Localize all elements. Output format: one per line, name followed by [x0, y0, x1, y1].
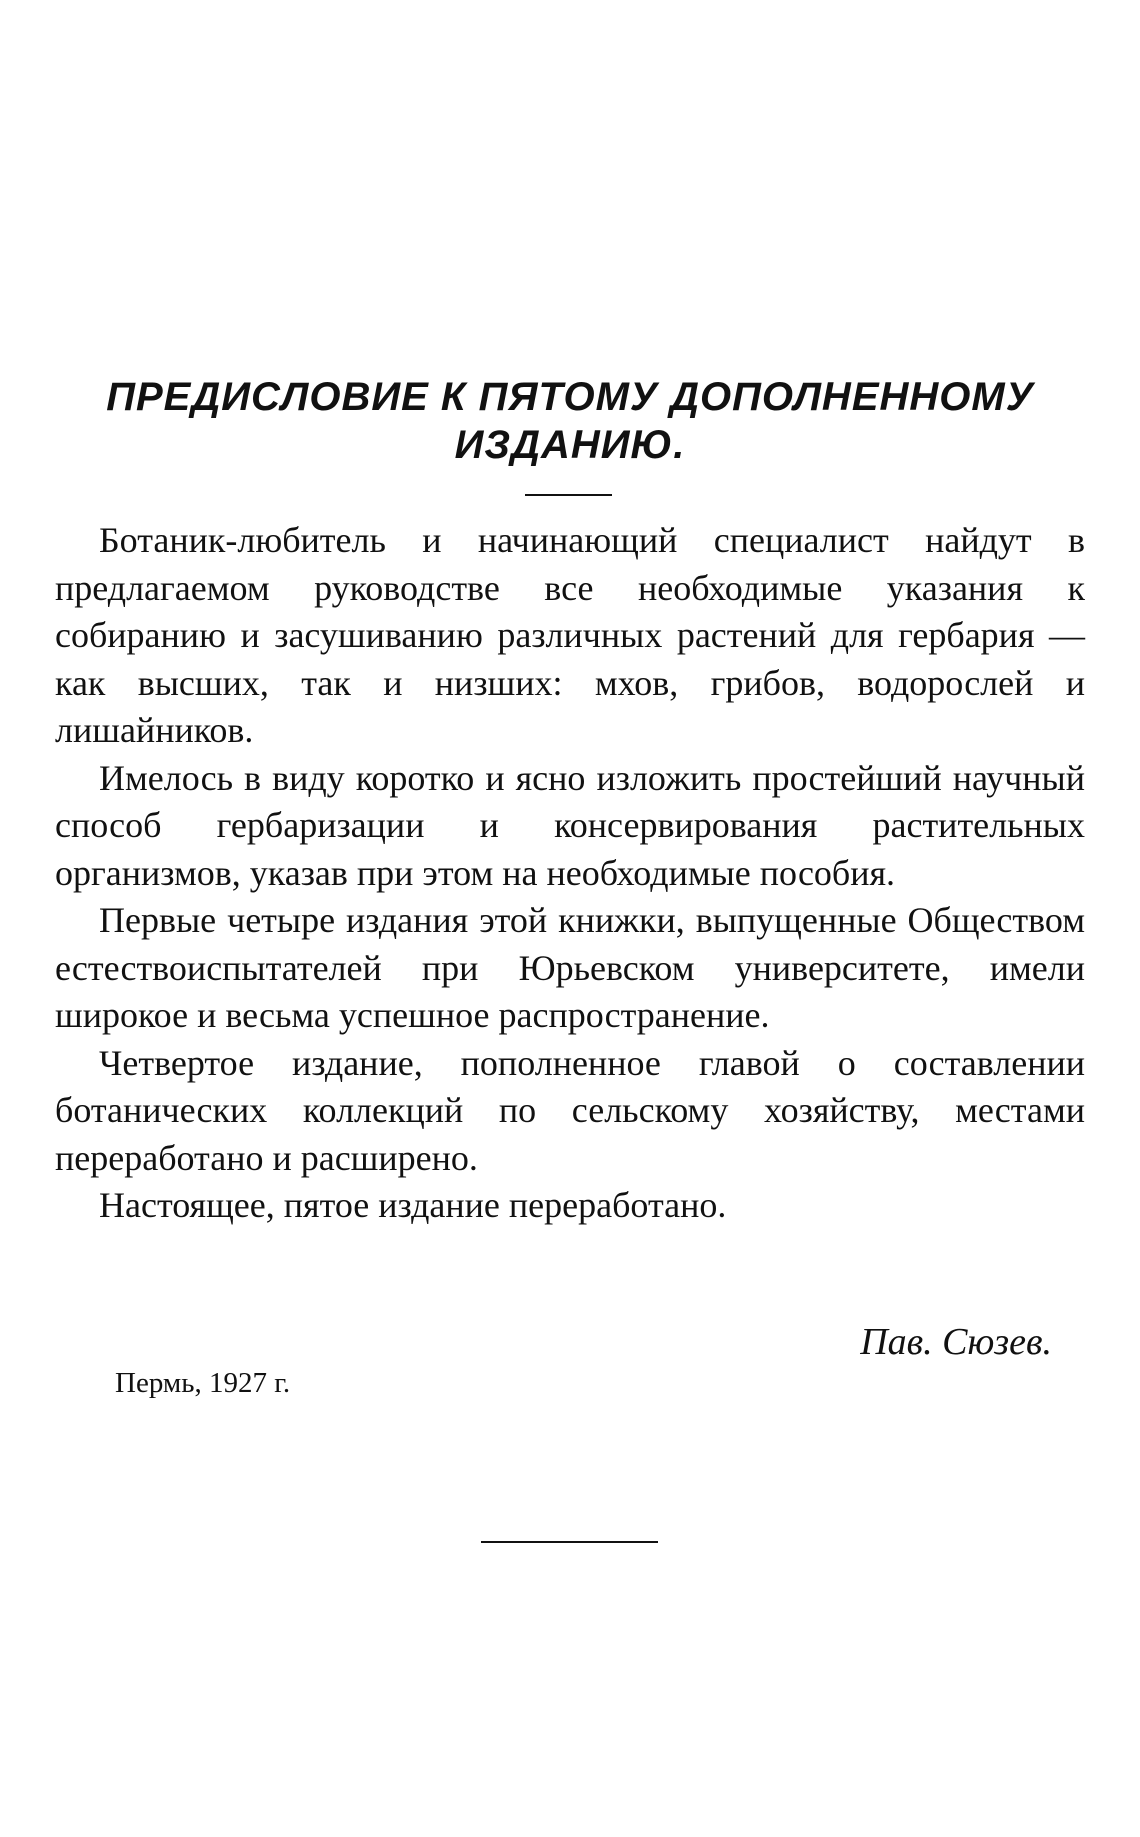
paragraph-5: Настоящее, пятое издание переработано.: [99, 1185, 727, 1225]
preface-body: [55, 517, 1085, 1230]
paragraph-4: Четвертое издание, пополненное главой о составлении ботанических коллекций по сельскому хозяйству, местами переработано и расширено.: [55, 1042, 1085, 1178]
place-and-date: Пермь, 1927 г.: [115, 1367, 291, 1399]
paragraph-1: Ботаник-любитель и начинающий специалист найдут в предлагаемом руководстве все необходимые указания к собиранию и засушиванию различных растений для гербария — как высших, так и низших: мхов, грибов, водорослей и лишайников.: [55, 520, 1085, 750]
preface-title-line-2: ИЗДАНИЮ.: [454, 423, 686, 467]
author-signature: Пав. Сюзев.: [860, 1321, 1052, 1363]
paragraph-2: Имелось в виду коротко и ясно изложить простейший научный способ гербаризации и консервирования растительных организмов, указав при этом на необходимые пособия.: [55, 757, 1085, 893]
end-divider: [481, 1541, 658, 1543]
title-divider: [525, 494, 612, 496]
paragraph-3: Первые четыре издания этой книжки, выпущенные Обществом естествоиспытателей при Юрьевском университете, имели широкое и весьма успешное распространение.: [55, 900, 1085, 1035]
preface-title-line-1: ПРЕДИСЛОВИЕ К ПЯТОМУ ДОПОЛНЕННОМУ: [106, 375, 1034, 419]
